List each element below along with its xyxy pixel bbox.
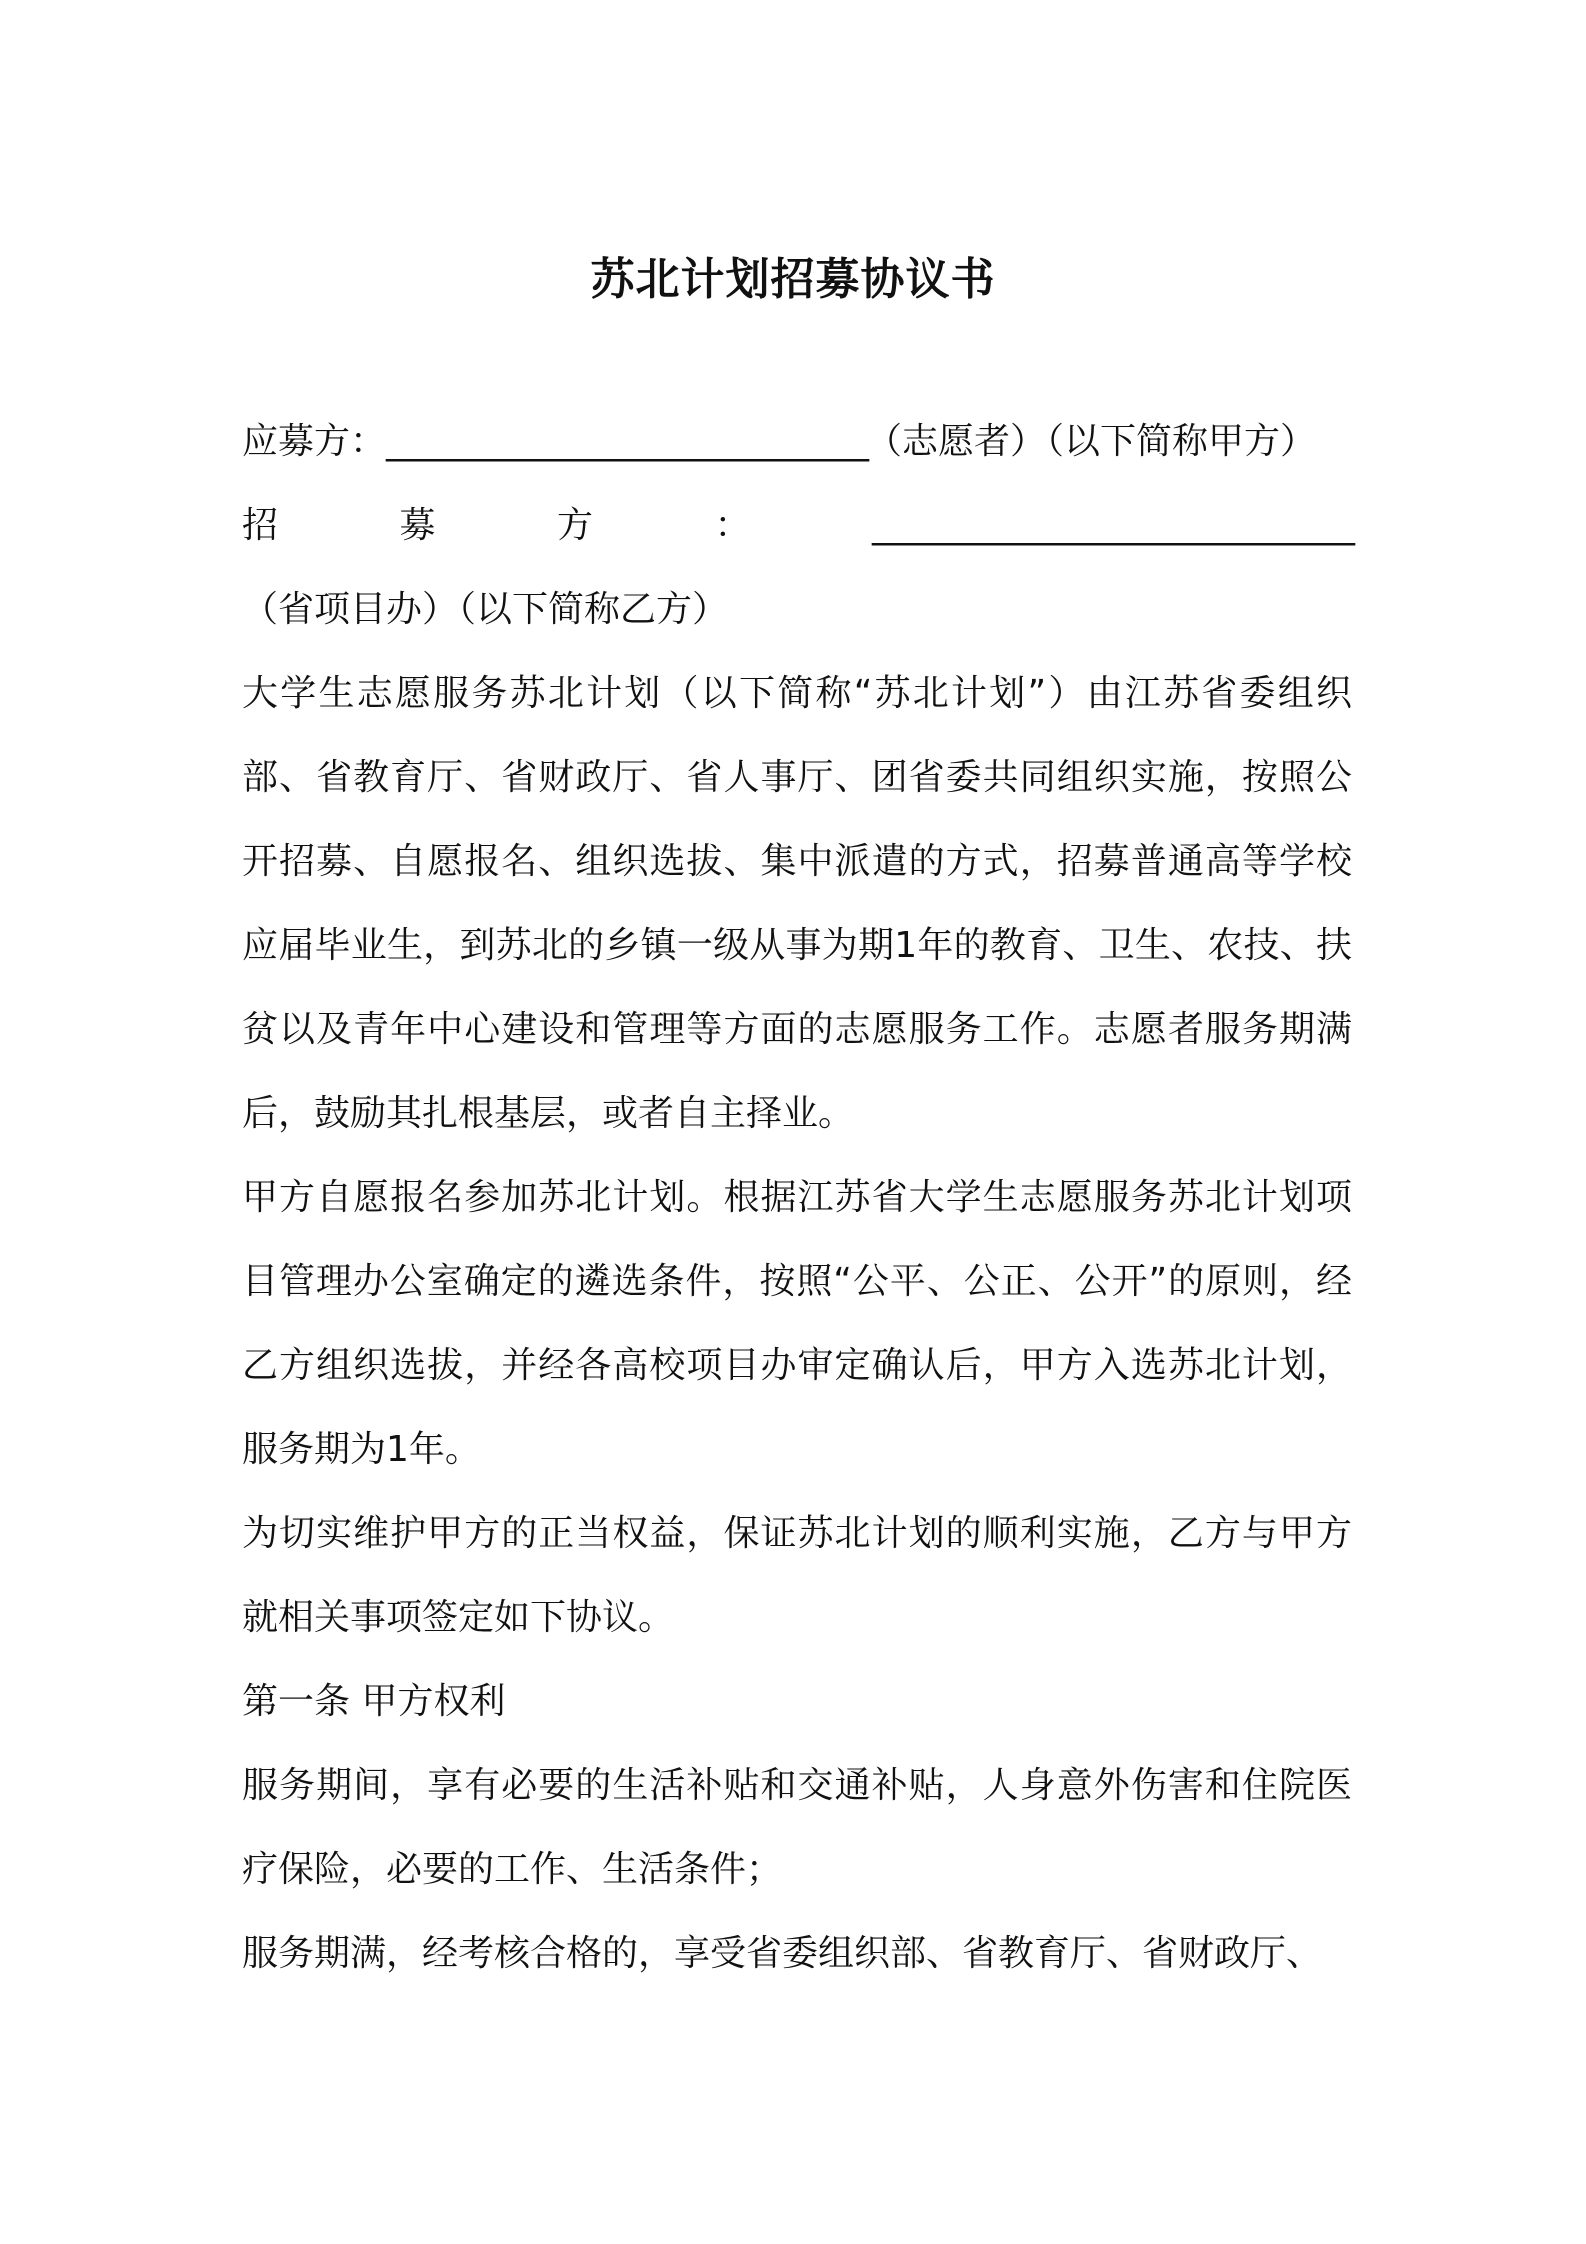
- document-body: [242, 400, 1352, 1996]
- party-a-suffix: （志愿者）（以下简称甲方）: [866, 421, 1317, 462]
- party-b-line: [242, 484, 1352, 652]
- party-a-line: [242, 400, 1352, 484]
- document-title: 苏北计划招募协议书: [590, 254, 996, 306]
- party-b-label: 招募方：: [242, 505, 872, 546]
- party-b-suffix: （省项目办）（以下简称乙方）: [242, 589, 729, 630]
- article-one-heading: 第一条 甲方权利: [242, 1681, 506, 1722]
- paragraph-rights-during-service: 服务期间，享有必要的生活补贴和交通补贴，人身意外伤害和住院医疗保险，必要的工作、生活条件；: [242, 1765, 1352, 1890]
- paragraph-selection: 甲方自愿报名参加苏北计划。根据江苏省大学生志愿服务苏北计划项目管理办公室确定的遴选条件，按照“公平、公正、公开”的原则，经乙方组织选拔，并经各高校项目办审定确认后，甲方入选苏北计划，服务期为1年。: [242, 1177, 1352, 1470]
- paragraph-intro: 大学生志愿服务苏北计划（以下简称“苏北计划”）由江苏省委组织部、省教育厅、省财政厅、省人事厅、团省委共同组织实施，按照公开招募、自愿报名、组织选拔、集中派遣的方式，招募普通高等学校应届毕业生，到苏北的乡镇一级从事为期1年的教育、卫生、农技、扶贫以及青年中心建设和管理等方面的志愿服务工作。志愿者服务期满后，鼓励其扎根基层，或者自主择业。: [242, 673, 1352, 1134]
- party-a-blank: ________________________________: [386, 421, 867, 462]
- party-b-blank: ________________________________: [872, 505, 1352, 546]
- paragraph-agreement: 为切实维护甲方的正当权益，保证苏北计划的顺利实施，乙方与甲方就相关事项签定如下协议。: [242, 1513, 1352, 1638]
- paragraph-rights-after-service: 服务期满，经考核合格的，享受省委组织部、省教育厅、省财政厅、: [242, 1933, 1323, 1974]
- party-a-label: 应募方：: [242, 421, 387, 462]
